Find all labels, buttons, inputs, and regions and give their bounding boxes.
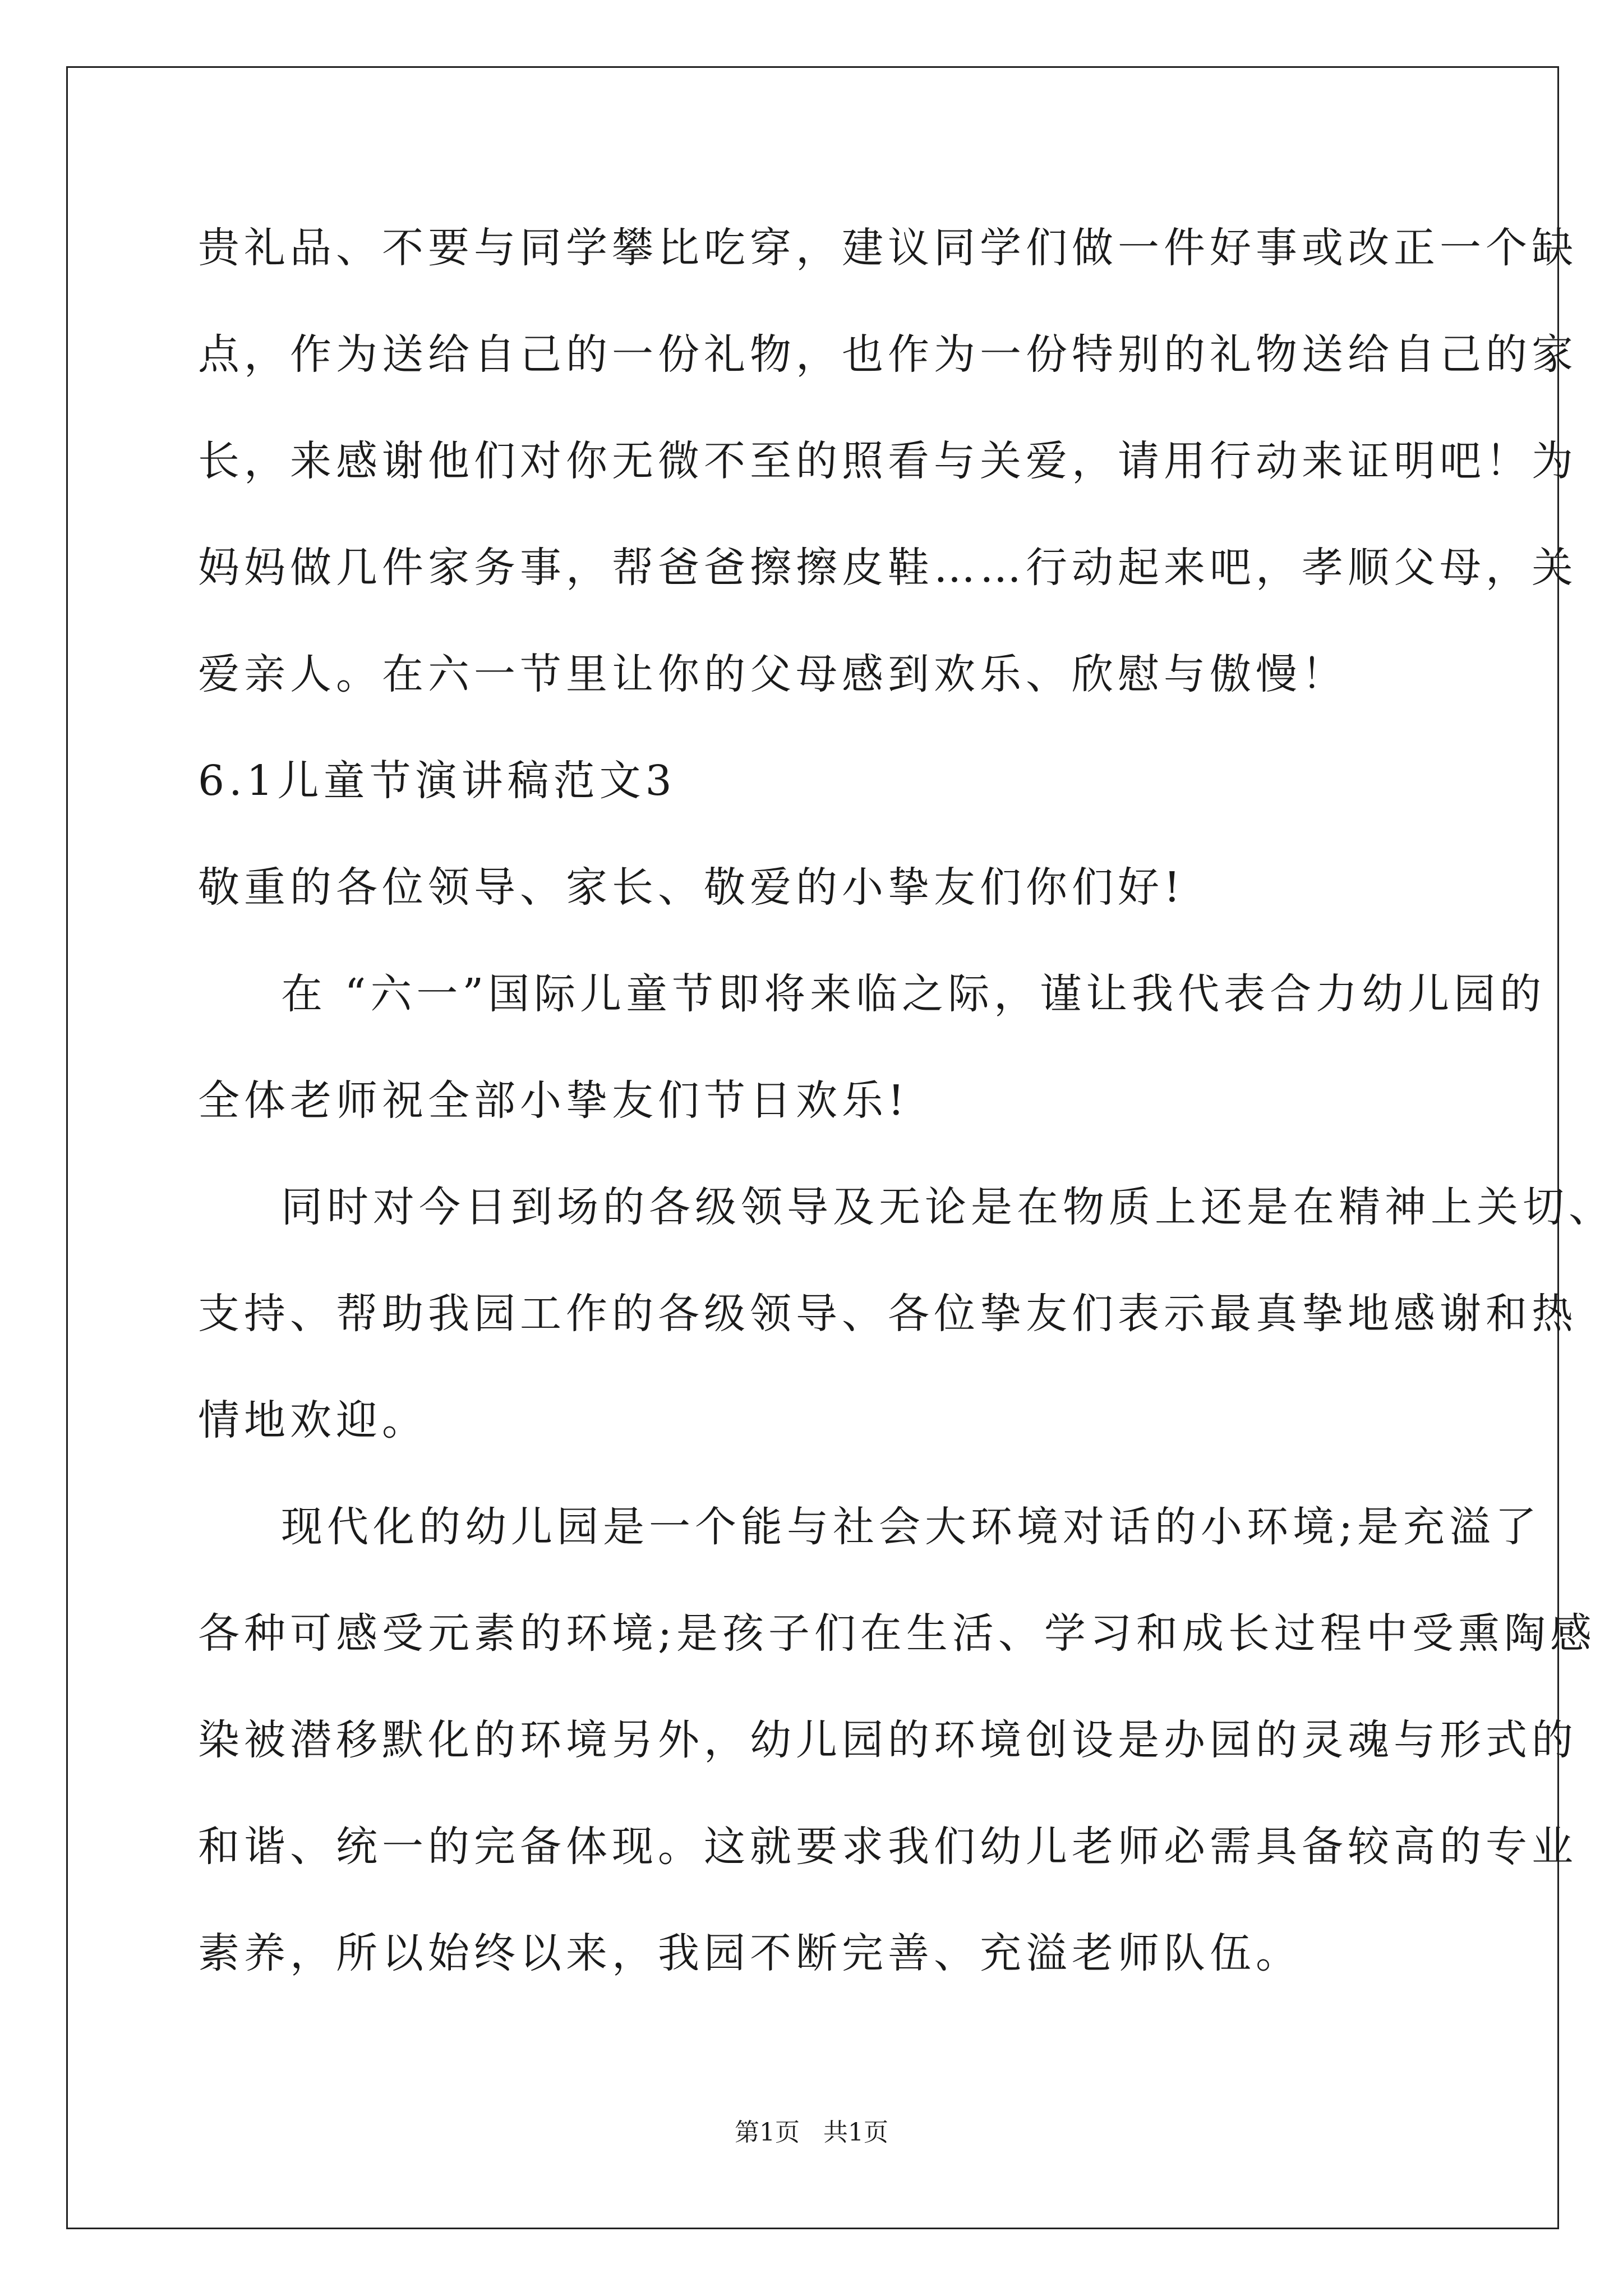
text-line: 爱亲人。在六一节里让你的父母感到欢乐、欣慰与傲慢！ <box>198 650 1348 698</box>
text-line: 素养，所以始终以来，我园不断完善、充溢老师队伍。 <box>198 1929 1302 1977</box>
salutation-line: 敬重的各位领导、家长、敬爱的小挚友们你们好! <box>198 863 1185 912</box>
text-line: 情地欢迎。 <box>198 1396 428 1444</box>
text-line: 现代化的幼儿园是一个能与社会大环境对话的小环境;是充溢了 <box>281 1503 1541 1551</box>
page-number: 第1页 <box>735 2118 800 2147</box>
text-line: 同时对今日到场的各级领导及无论是在物质上还是在精神上关切、 <box>281 1183 1615 1231</box>
text-line: 点，作为送给自己的一份礼物，也作为一份特别的礼物送给自己的家 <box>198 330 1578 379</box>
text-line: 染被潜移默化的环境另外，幼儿园的环境创设是办园的灵魂与形式的 <box>198 1716 1578 1764</box>
text-line: 在 “六一”国际儿童节即将来临之际，谨让我代表合力幼儿园的 <box>281 970 1546 1018</box>
text-line: 贵礼品、不要与同学攀比吃穿，建议同学们做一件好事或改正一个缺 <box>198 224 1578 272</box>
text-line: 和谐、统一的完备体现。这就要求我们幼儿老师必需具备较高的专业 <box>198 1823 1578 1871</box>
page-border <box>66 66 1559 2229</box>
page-footer <box>0 2116 1623 2150</box>
text-line: 长，来感谢他们对你无微不至的照看与关爱，请用行动来证明吧！为 <box>198 437 1578 485</box>
text-line: 支持、帮助我园工作的各级领导、各位挚友们表示最真挚地感谢和热 <box>198 1290 1578 1338</box>
page-total: 共1页 <box>823 2118 888 2147</box>
text-line: 妈妈做几件家务事，帮爸爸擦擦皮鞋……行动起来吧，孝顺父母，关 <box>198 544 1578 592</box>
section-heading: 6.1儿童节演讲稿范文3 <box>198 757 676 805</box>
text-line: 全体老师祝全部小挚友们节日欢乐! <box>198 1076 909 1125</box>
text-line: 各种可感受元素的环境;是孩子们在生活、学习和成长过程中受熏陶感 <box>198 1609 1596 1658</box>
